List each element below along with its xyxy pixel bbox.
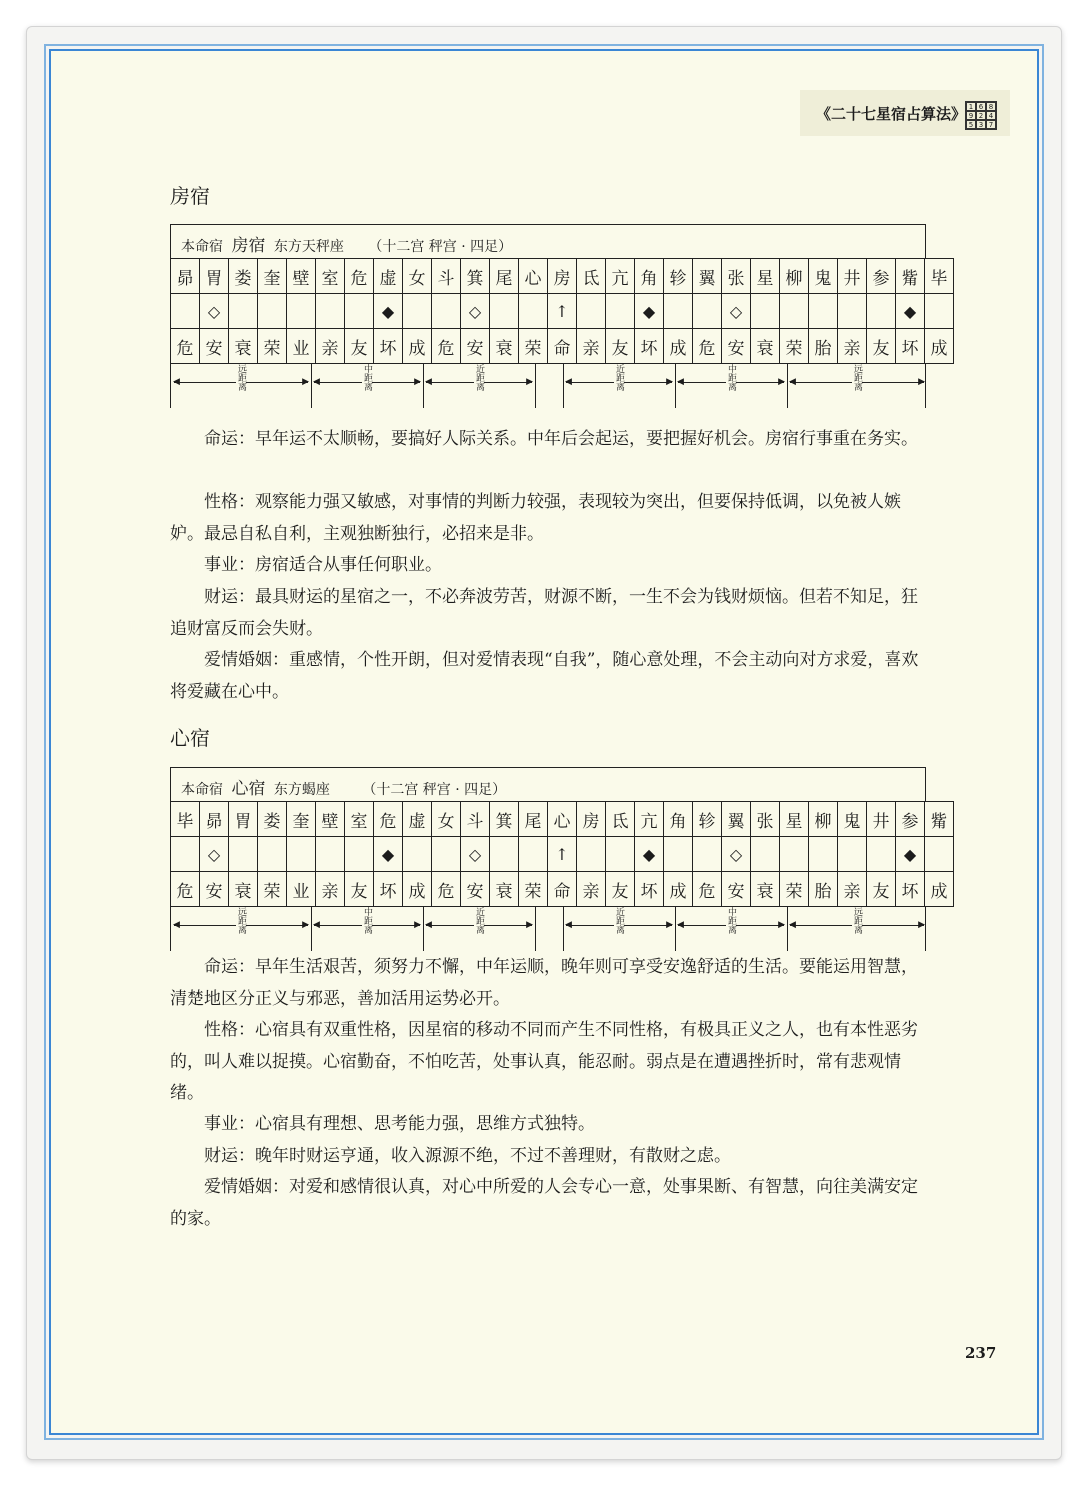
distance-label: 远距离 [236,907,246,934]
arrow-right-icon: ▶ [414,377,421,387]
distance-divider [563,907,564,951]
table-palace: （十二宫 秤宫 · 四足） [362,782,507,798]
relation-cell: 危 [693,329,722,364]
symbol-cell [519,294,548,329]
star-cell: 鬼 [809,259,838,294]
star-cell: 危 [345,259,374,294]
arrow-right-icon: ▶ [302,377,309,387]
star-cell: 心 [548,802,577,837]
relation-cell: 成 [664,872,693,907]
symbol-cell [606,837,635,872]
paragraph-career: 事业：心宿具有理想、思考能力强，思维方式独特。 [204,1114,595,1134]
distance-label: 近距离 [614,907,624,934]
star-cell: 星 [751,259,780,294]
star-cell: 虚 [403,802,432,837]
paragraph-personality: 性格：心宿具有双重性格，因星宿的移动不同而产生不同性格，有极具正义之人，也有本性恶劣的，叫人难以捉摸。心宿勤奋，不怕吃苦，处事认真，能忍耐。弱点是在遭遇挫折时，常有悲观情绪。 [170,1020,918,1103]
symbol-cell: ◇ [461,837,490,872]
distance-row [170,907,926,951]
symbol-cell [345,294,374,329]
relation-cell: 危 [171,329,200,364]
star-cell: 心 [519,259,548,294]
arrow-right-icon: ▶ [918,377,925,387]
symbol-cell [693,837,722,872]
star-cell: 奎 [287,802,316,837]
symbol-cell [316,837,345,872]
relation-cell: 衰 [229,872,258,907]
symbol-cell [664,837,693,872]
relation-cell: 成 [403,872,432,907]
distance-divider [535,907,536,951]
distance-divider [787,364,788,408]
table-constellation: 东方蝎座 [273,782,330,798]
grid-cell: 7 [986,120,996,129]
distance-divider [535,364,536,408]
arrow-left-icon: ◀ [789,920,796,930]
table-constellation: 东方天秤座 [273,239,344,255]
paragraph-love: 爱情婚姻：对爱和感情很认真，对心中所爱的人会专心一意，处事果断、有智慧，向往美满安定的家。 [170,1177,918,1229]
star-cell: 觜 [896,259,925,294]
mansion-grid [170,258,954,364]
relation-cell: 亲 [838,329,867,364]
arrow-left-icon: ◀ [789,377,796,387]
distance-label: 远距离 [852,907,862,934]
symbol-cell [171,294,200,329]
symbol-cell [925,837,954,872]
relation-cell: 危 [432,329,461,364]
distance-label: 近距离 [614,364,624,391]
distance-divider [423,907,424,951]
arrow-right-icon: ▶ [778,920,785,930]
distance-row [170,364,926,408]
star-cell: 翼 [693,259,722,294]
distance-label: 远距离 [852,364,862,391]
star-cell: 壁 [287,259,316,294]
relation-cell: 成 [403,329,432,364]
star-cell: 娄 [229,259,258,294]
star-cell: 奎 [258,259,287,294]
relation-cell: 安 [722,872,751,907]
relation-cell: 荣 [258,872,287,907]
star-cell: 尾 [519,802,548,837]
star-cell: 井 [867,802,896,837]
star-cell: 虚 [374,259,403,294]
grid-cell: 1 [966,102,976,111]
paragraph-fortune: 命运：早年生活艰苦，须努力不懈，中年运顺，晚年则可享受安逸舒适的生活。要能运用智慧，清楚地区分正义与邪恶，善加活用运势必开。 [170,957,918,1009]
star-cell: 斗 [432,259,461,294]
symbol-cell [287,837,316,872]
paragraph-wealth: 财运：晚年时财运亨通，收入源源不绝，不过不善理财，有散财之虑。 [204,1146,731,1166]
symbol-cell: ◇ [200,294,229,329]
page-number: 237 [965,1344,997,1362]
arrow-left-icon: ◀ [313,920,320,930]
distance-divider [563,364,564,408]
relation-cell: 坏 [635,872,664,907]
arrow-left-icon: ◀ [677,377,684,387]
distance-label: 中距离 [362,364,372,391]
symbol-cell [751,294,780,329]
arrow-right-icon: ▶ [918,920,925,930]
star-cell: 斗 [461,802,490,837]
star-cell: 井 [838,259,867,294]
symbol-cell [316,294,345,329]
distance-label: 中距离 [726,364,736,391]
star-cell: 胃 [229,802,258,837]
symbol-cell [519,837,548,872]
star-cell: 柳 [809,802,838,837]
arrow-left-icon: ◀ [425,920,432,930]
arrow-right-icon: ▶ [302,920,309,930]
relation-cell: 坏 [635,329,664,364]
symbol-cell: ◆ [635,837,664,872]
symbol-cell [780,837,809,872]
star-cell: 室 [316,259,345,294]
distance-label: 中距离 [726,907,736,934]
relation-cell: 安 [461,872,490,907]
relation-cell: 友 [345,872,374,907]
star-cell: 毕 [925,259,954,294]
relation-cell: 危 [693,872,722,907]
magic-square-icon [965,101,997,130]
arrow-right-icon: ▶ [666,377,673,387]
distance-label: 远距离 [236,364,246,391]
relations-row [171,872,954,907]
relation-cell: 友 [867,329,896,364]
symbol-cell: ◇ [200,837,229,872]
star-cell: 昴 [200,802,229,837]
symbol-cell [780,294,809,329]
symbol-cell [867,837,896,872]
relation-cell: 坏 [896,329,925,364]
relation-cell: 友 [606,872,635,907]
star-cell: 箕 [490,802,519,837]
star-cell: 氐 [577,259,606,294]
arrow-left-icon: ◀ [565,920,572,930]
star-cell: 柳 [780,259,809,294]
table-prefix: 本命宿 [181,782,223,798]
distance-divider [311,364,312,408]
relation-cell: 衰 [490,872,519,907]
symbols-row [171,294,954,329]
relation-cell: 衰 [229,329,258,364]
star-cell: 参 [867,259,896,294]
relation-cell: 坏 [374,872,403,907]
arrow-left-icon: ◀ [173,377,180,387]
arrow-right-icon: ▶ [778,377,785,387]
distance-divider [311,907,312,951]
relation-cell: 衰 [751,872,780,907]
section-title-fang: 房宿 [170,184,210,208]
arrow-right-icon: ▶ [414,920,421,930]
arrow-left-icon: ◀ [565,377,572,387]
symbol-cell [287,294,316,329]
relation-cell: 衰 [490,329,519,364]
symbol-cell [258,294,287,329]
relation-cell: 友 [606,329,635,364]
symbol-cell [432,837,461,872]
paragraph-personality: 性格：观察能力强又敏感，对事情的判断力较强，表现较为突出，但要保持低调，以免被人嫉妒。最忌自私自利，主观独断独行，必招来是非。 [170,492,901,544]
relation-cell: 业 [287,872,316,907]
symbol-cell [867,294,896,329]
symbol-cell [838,294,867,329]
symbol-cell [838,837,867,872]
symbol-cell: ◆ [374,294,403,329]
arrow-left-icon: ◀ [313,377,320,387]
relation-cell: 坏 [896,872,925,907]
book-title: 《二十七星宿占算法》 [816,105,967,123]
symbol-cell: ↑ [548,294,577,329]
paragraph-love: 爱情婚姻：重感情，个性开朗，但对爱情表现“自我”，随心意处理，不会主动向对方求爱，喜欢将爱藏在心中。 [170,650,919,702]
symbols-row [171,837,954,872]
symbol-cell [403,837,432,872]
relation-cell: 荣 [780,872,809,907]
relation-cell: 荣 [780,329,809,364]
symbol-cell: ↑ [548,837,577,872]
star-cell: 壁 [316,802,345,837]
relation-cell: 成 [925,329,954,364]
grid-cell: 3 [976,120,986,129]
symbol-cell [432,294,461,329]
star-cell: 参 [896,802,925,837]
relation-cell: 胎 [809,872,838,907]
arrow-left-icon: ◀ [425,377,432,387]
distance-divider [423,364,424,408]
table-mansion-name: 心宿 [231,779,266,799]
relation-cell: 荣 [519,872,548,907]
symbol-cell [229,837,258,872]
star-cell: 危 [374,802,403,837]
relation-cell: 成 [925,872,954,907]
symbol-cell [490,837,519,872]
table-mansion-name: 房宿 [231,236,266,256]
distance-divider [787,907,788,951]
star-cell: 房 [548,259,577,294]
symbol-cell [809,837,838,872]
symbol-cell: ◆ [896,294,925,329]
relation-cell: 友 [345,329,374,364]
relation-cell: 危 [171,872,200,907]
star-cell: 箕 [461,259,490,294]
relation-cell: 亲 [316,872,345,907]
symbol-cell [171,837,200,872]
mansion-table-fang [170,224,948,408]
relation-cell: 亲 [577,872,606,907]
star-cell: 女 [403,259,432,294]
star-cell: 翼 [722,802,751,837]
relation-cell: 业 [287,329,316,364]
star-cell: 鬼 [838,802,867,837]
star-cell: 亢 [606,259,635,294]
relation-cell: 胎 [809,329,838,364]
symbol-cell [258,837,287,872]
relation-cell: 安 [461,329,490,364]
grid-cell: 6 [976,102,986,111]
distance-divider [675,907,676,951]
arrow-right-icon: ▶ [526,920,533,930]
symbol-cell [606,294,635,329]
symbol-cell [403,294,432,329]
star-cell: 尾 [490,259,519,294]
table-prefix: 本命宿 [181,239,223,255]
paragraph-wealth: 财运：最具财运的星宿之一，不必奔波劳苦，财源不断，一生不会为钱财烦恼。但若不知足，狂追财富反而会失财。 [170,587,918,639]
relation-cell: 安 [722,329,751,364]
relation-cell: 亲 [838,872,867,907]
distance-label: 近距离 [474,907,484,934]
paragraph-career: 事业：房宿适合从事任何职业。 [204,555,442,575]
star-cell: 轸 [693,802,722,837]
relation-cell: 危 [432,872,461,907]
relation-cell: 衰 [751,329,780,364]
arrow-left-icon: ◀ [173,920,180,930]
relation-cell: 荣 [519,329,548,364]
star-cell: 觜 [925,802,954,837]
symbol-cell [925,294,954,329]
star-cell: 角 [635,259,664,294]
star-cell: 轸 [664,259,693,294]
table-header [170,224,926,258]
relations-row [171,329,954,364]
arrow-right-icon: ▶ [526,377,533,387]
relation-cell: 荣 [258,329,287,364]
star-cell: 胃 [200,259,229,294]
symbol-cell [577,837,606,872]
paragraph-fortune: 命运：早年运不太顺畅，要搞好人际关系。中年后会起运，要把握好机会。房宿行事重在务实。 [204,429,918,449]
arrow-left-icon: ◀ [677,920,684,930]
star-cell: 娄 [258,802,287,837]
symbol-cell: ◇ [722,837,751,872]
distance-label: 近距离 [474,364,484,391]
symbol-cell [345,837,374,872]
star-cell: 房 [577,802,606,837]
star-cell: 女 [432,802,461,837]
symbol-cell [664,294,693,329]
symbol-cell: ◆ [374,837,403,872]
relation-cell: 亲 [316,329,345,364]
relation-cell: 坏 [374,329,403,364]
star-cell: 亢 [635,802,664,837]
section-title-xin: 心宿 [170,726,210,750]
symbol-cell [490,294,519,329]
star-cell: 室 [345,802,374,837]
star-cell: 毕 [171,802,200,837]
table-header [170,767,926,801]
symbol-cell [229,294,258,329]
arrow-right-icon: ▶ [666,920,673,930]
relation-cell: 安 [200,329,229,364]
symbol-cell [693,294,722,329]
relation-cell: 命 [548,872,577,907]
grid-cell: 8 [986,102,996,111]
relation-cell: 友 [867,872,896,907]
star-cell: 昴 [171,259,200,294]
star-cell: 张 [722,259,751,294]
table-palace: （十二宫 秤宫 · 四足） [368,239,513,255]
symbol-cell: ◆ [635,294,664,329]
stars-row [171,259,954,294]
relation-cell: 命 [548,329,577,364]
stars-row [171,802,954,837]
grid-cell: 2 [976,111,986,120]
symbol-cell [751,837,780,872]
symbol-cell: ◇ [461,294,490,329]
mansion-grid [170,801,954,907]
distance-divider [675,364,676,408]
grid-cell: 5 [966,120,976,129]
symbol-cell: ◆ [896,837,925,872]
grid-cell: 4 [986,111,996,120]
star-cell: 张 [751,802,780,837]
distance-label: 中距离 [362,907,372,934]
mansion-table-xin [170,767,948,951]
relation-cell: 成 [664,329,693,364]
star-cell: 角 [664,802,693,837]
symbol-cell [809,294,838,329]
grid-cell: 9 [966,111,976,120]
relation-cell: 亲 [577,329,606,364]
symbol-cell [577,294,606,329]
star-cell: 氐 [606,802,635,837]
star-cell: 星 [780,802,809,837]
relation-cell: 安 [200,872,229,907]
symbol-cell: ◇ [722,294,751,329]
